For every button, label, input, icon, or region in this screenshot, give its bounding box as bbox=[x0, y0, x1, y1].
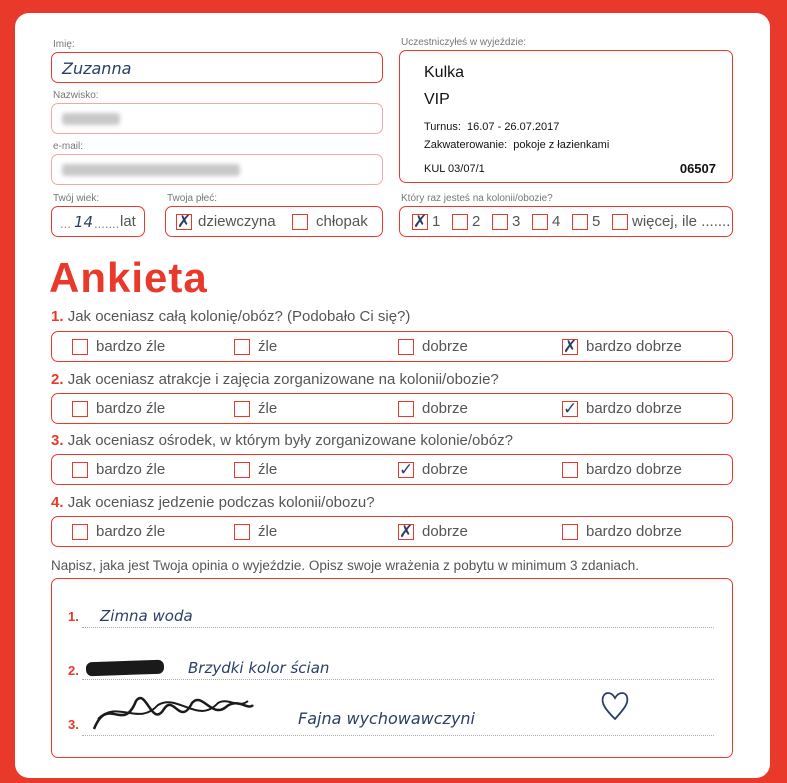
q3-option-bardzo-zle: bardzo źle bbox=[96, 461, 166, 478]
times-checkbox-4[interactable] bbox=[532, 214, 548, 230]
times-option-1: 1 bbox=[432, 213, 441, 230]
times-checkbox-3[interactable] bbox=[492, 214, 508, 230]
nazwisko-label: Nazwisko: bbox=[53, 90, 99, 101]
check-mark-icon: ✓ bbox=[563, 399, 578, 419]
q2-option-zle: źle bbox=[258, 400, 278, 417]
check-mark-icon: ✗ bbox=[399, 522, 414, 542]
q3-option-dobrze: dobrze bbox=[422, 461, 468, 478]
opinion-line-3-number: 3. bbox=[68, 717, 79, 732]
question-2 bbox=[51, 371, 499, 388]
trip-box bbox=[399, 50, 733, 183]
opinion-divider bbox=[82, 627, 714, 628]
q1-option-bardzo-zle: bardzo źle bbox=[96, 338, 166, 355]
q3-checkbox-zle[interactable] bbox=[234, 462, 250, 478]
question-1-answers bbox=[51, 331, 733, 362]
times-option-5: 5 bbox=[592, 213, 601, 230]
q2-option-bardzo-dobrze: bardzo dobrze bbox=[586, 400, 682, 417]
question-1-number: 1. bbox=[51, 308, 64, 325]
redacted-nazwisko bbox=[62, 113, 120, 125]
imie-field[interactable] bbox=[51, 52, 383, 83]
q4-option-bardzo-dobrze: bardzo dobrze bbox=[586, 523, 682, 540]
check-mark-icon: ✓ bbox=[399, 460, 414, 480]
trip-type: VIP bbox=[424, 91, 450, 108]
email-field[interactable] bbox=[51, 154, 383, 185]
question-1-text: Jak oceniasz całą kolonię/obóz? (Podobało Ci się?) bbox=[67, 308, 411, 325]
q2-checkbox-zle[interactable] bbox=[234, 401, 250, 417]
plec-option-dziewczyna: dziewczyna bbox=[198, 213, 276, 230]
question-1 bbox=[51, 308, 410, 325]
q3-option-zle: źle bbox=[258, 461, 278, 478]
opinion-line-1-number: 1. bbox=[68, 609, 79, 624]
q1-option-zle: źle bbox=[258, 338, 278, 355]
wiek-unit: lat bbox=[120, 213, 136, 230]
plec-checkbox-chlopak[interactable] bbox=[292, 214, 308, 230]
q1-option-dobrze: dobrze bbox=[422, 338, 468, 355]
times-checkbox-2[interactable] bbox=[452, 214, 468, 230]
redacted-email bbox=[62, 164, 240, 176]
trip-name: Kulka bbox=[424, 64, 465, 81]
times-option-4: 4 bbox=[552, 213, 561, 230]
opinion-line-3-text: Fajna wychowawczyni bbox=[298, 709, 475, 728]
imie-value: Zuzanna bbox=[62, 59, 132, 78]
q4-option-dobrze: dobrze bbox=[422, 523, 468, 540]
survey-title: Ankieta bbox=[49, 254, 208, 301]
q1-checkbox-zle[interactable] bbox=[234, 339, 250, 355]
q4-checkbox-bardzo-zle[interactable] bbox=[72, 524, 88, 540]
q2-option-bardzo-zle: bardzo źle bbox=[96, 400, 166, 417]
wiek-label: Twój wiek: bbox=[53, 193, 100, 204]
survey-sheet bbox=[15, 13, 770, 778]
q4-checkbox-bardzo-dobrze[interactable] bbox=[562, 524, 578, 540]
opinion-line-1-text: Zimna woda bbox=[100, 607, 193, 625]
check-mark-icon: ✗ bbox=[413, 212, 428, 232]
times-label: Który raz jesteś na kolonii/obozie? bbox=[401, 193, 553, 204]
question-4 bbox=[51, 494, 375, 511]
scribble-out bbox=[86, 660, 164, 677]
plec-field bbox=[165, 206, 383, 237]
q3-checkbox-bardzo-zle[interactable] bbox=[72, 462, 88, 478]
q2-checkbox-bardzo-zle[interactable] bbox=[72, 401, 88, 417]
opinion-prompt: Napisz, jaka jest Twoja opinia o wyjeździe. Opisz swoje wrażenia z pobytu w minimum 3 zdaniach. bbox=[51, 558, 640, 573]
question-4-answers bbox=[51, 516, 733, 547]
question-3-answers bbox=[51, 454, 733, 485]
plec-label: Twoja płeć: bbox=[167, 193, 218, 204]
scribble-out bbox=[88, 689, 258, 739]
q3-checkbox-bardzo-dobrze[interactable] bbox=[562, 462, 578, 478]
q4-checkbox-zle[interactable] bbox=[234, 524, 250, 540]
email-label: e-mail: bbox=[53, 141, 84, 152]
zakwaterowanie-value: pokoje z łazienkami bbox=[513, 139, 610, 151]
turnus-value: 16.07 - 26.07.2017 bbox=[467, 121, 560, 133]
q4-option-bardzo-zle: bardzo źle bbox=[96, 523, 166, 540]
opinion-divider bbox=[82, 679, 714, 680]
heart-icon bbox=[600, 689, 630, 723]
question-3-text: Jak oceniasz ośrodek, w którym były zorganizowane kolonie/obóz? bbox=[67, 432, 513, 449]
q2-checkbox-dobrze[interactable] bbox=[398, 401, 414, 417]
question-4-number: 4. bbox=[51, 494, 64, 511]
zakwaterowanie-label: Zakwaterowanie: bbox=[424, 139, 508, 151]
q3-option-bardzo-dobrze: bardzo dobrze bbox=[586, 461, 682, 478]
q1-checkbox-bardzo-zle[interactable] bbox=[72, 339, 88, 355]
plec-option-chlopak: chłopak bbox=[316, 213, 368, 230]
q1-checkbox-dobrze[interactable] bbox=[398, 339, 414, 355]
question-3-number: 3. bbox=[51, 432, 64, 449]
opinion-line-2-text: Brzydki kolor ścian bbox=[188, 659, 330, 677]
times-checkbox-5[interactable] bbox=[572, 214, 588, 230]
times-option-3: 3 bbox=[512, 213, 521, 230]
opinion-divider bbox=[82, 735, 714, 736]
imie-label: Imię: bbox=[53, 39, 75, 50]
question-3 bbox=[51, 432, 513, 449]
times-option-2: 2 bbox=[472, 213, 481, 230]
wiek-value: 14 bbox=[74, 213, 94, 231]
wiek-field[interactable]: ... 14 ....... lat bbox=[51, 206, 145, 237]
question-2-number: 2. bbox=[51, 371, 64, 388]
question-4-text: Jak oceniasz jedzenie podczas kolonii/obozu? bbox=[67, 494, 375, 511]
q1-option-bardzo-dobrze: bardzo dobrze bbox=[586, 338, 682, 355]
check-mark-icon: ✗ bbox=[563, 337, 578, 357]
q4-option-zle: źle bbox=[258, 523, 278, 540]
question-2-answers bbox=[51, 393, 733, 424]
turnus-label: Turnus: bbox=[424, 121, 461, 133]
trip-code: KUL 03/07/1 bbox=[424, 163, 485, 175]
opinion-line-2-number: 2. bbox=[68, 663, 79, 678]
trip-label: Uczestniczyłeś w wyjeździe: bbox=[401, 37, 527, 48]
check-mark-icon: ✗ bbox=[177, 212, 192, 232]
times-field bbox=[399, 206, 733, 237]
times-checkbox-wiecej[interactable] bbox=[612, 214, 628, 230]
nazwisko-field[interactable] bbox=[51, 103, 383, 134]
question-2-text: Jak oceniasz atrakcje i zajęcia zorganizowane na kolonii/obozie? bbox=[67, 371, 499, 388]
q2-option-dobrze: dobrze bbox=[422, 400, 468, 417]
times-option-wiecej: więcej, ile ....... bbox=[632, 213, 731, 230]
trip-number: 06507 bbox=[679, 161, 716, 176]
opinion-box[interactable] bbox=[51, 578, 733, 758]
